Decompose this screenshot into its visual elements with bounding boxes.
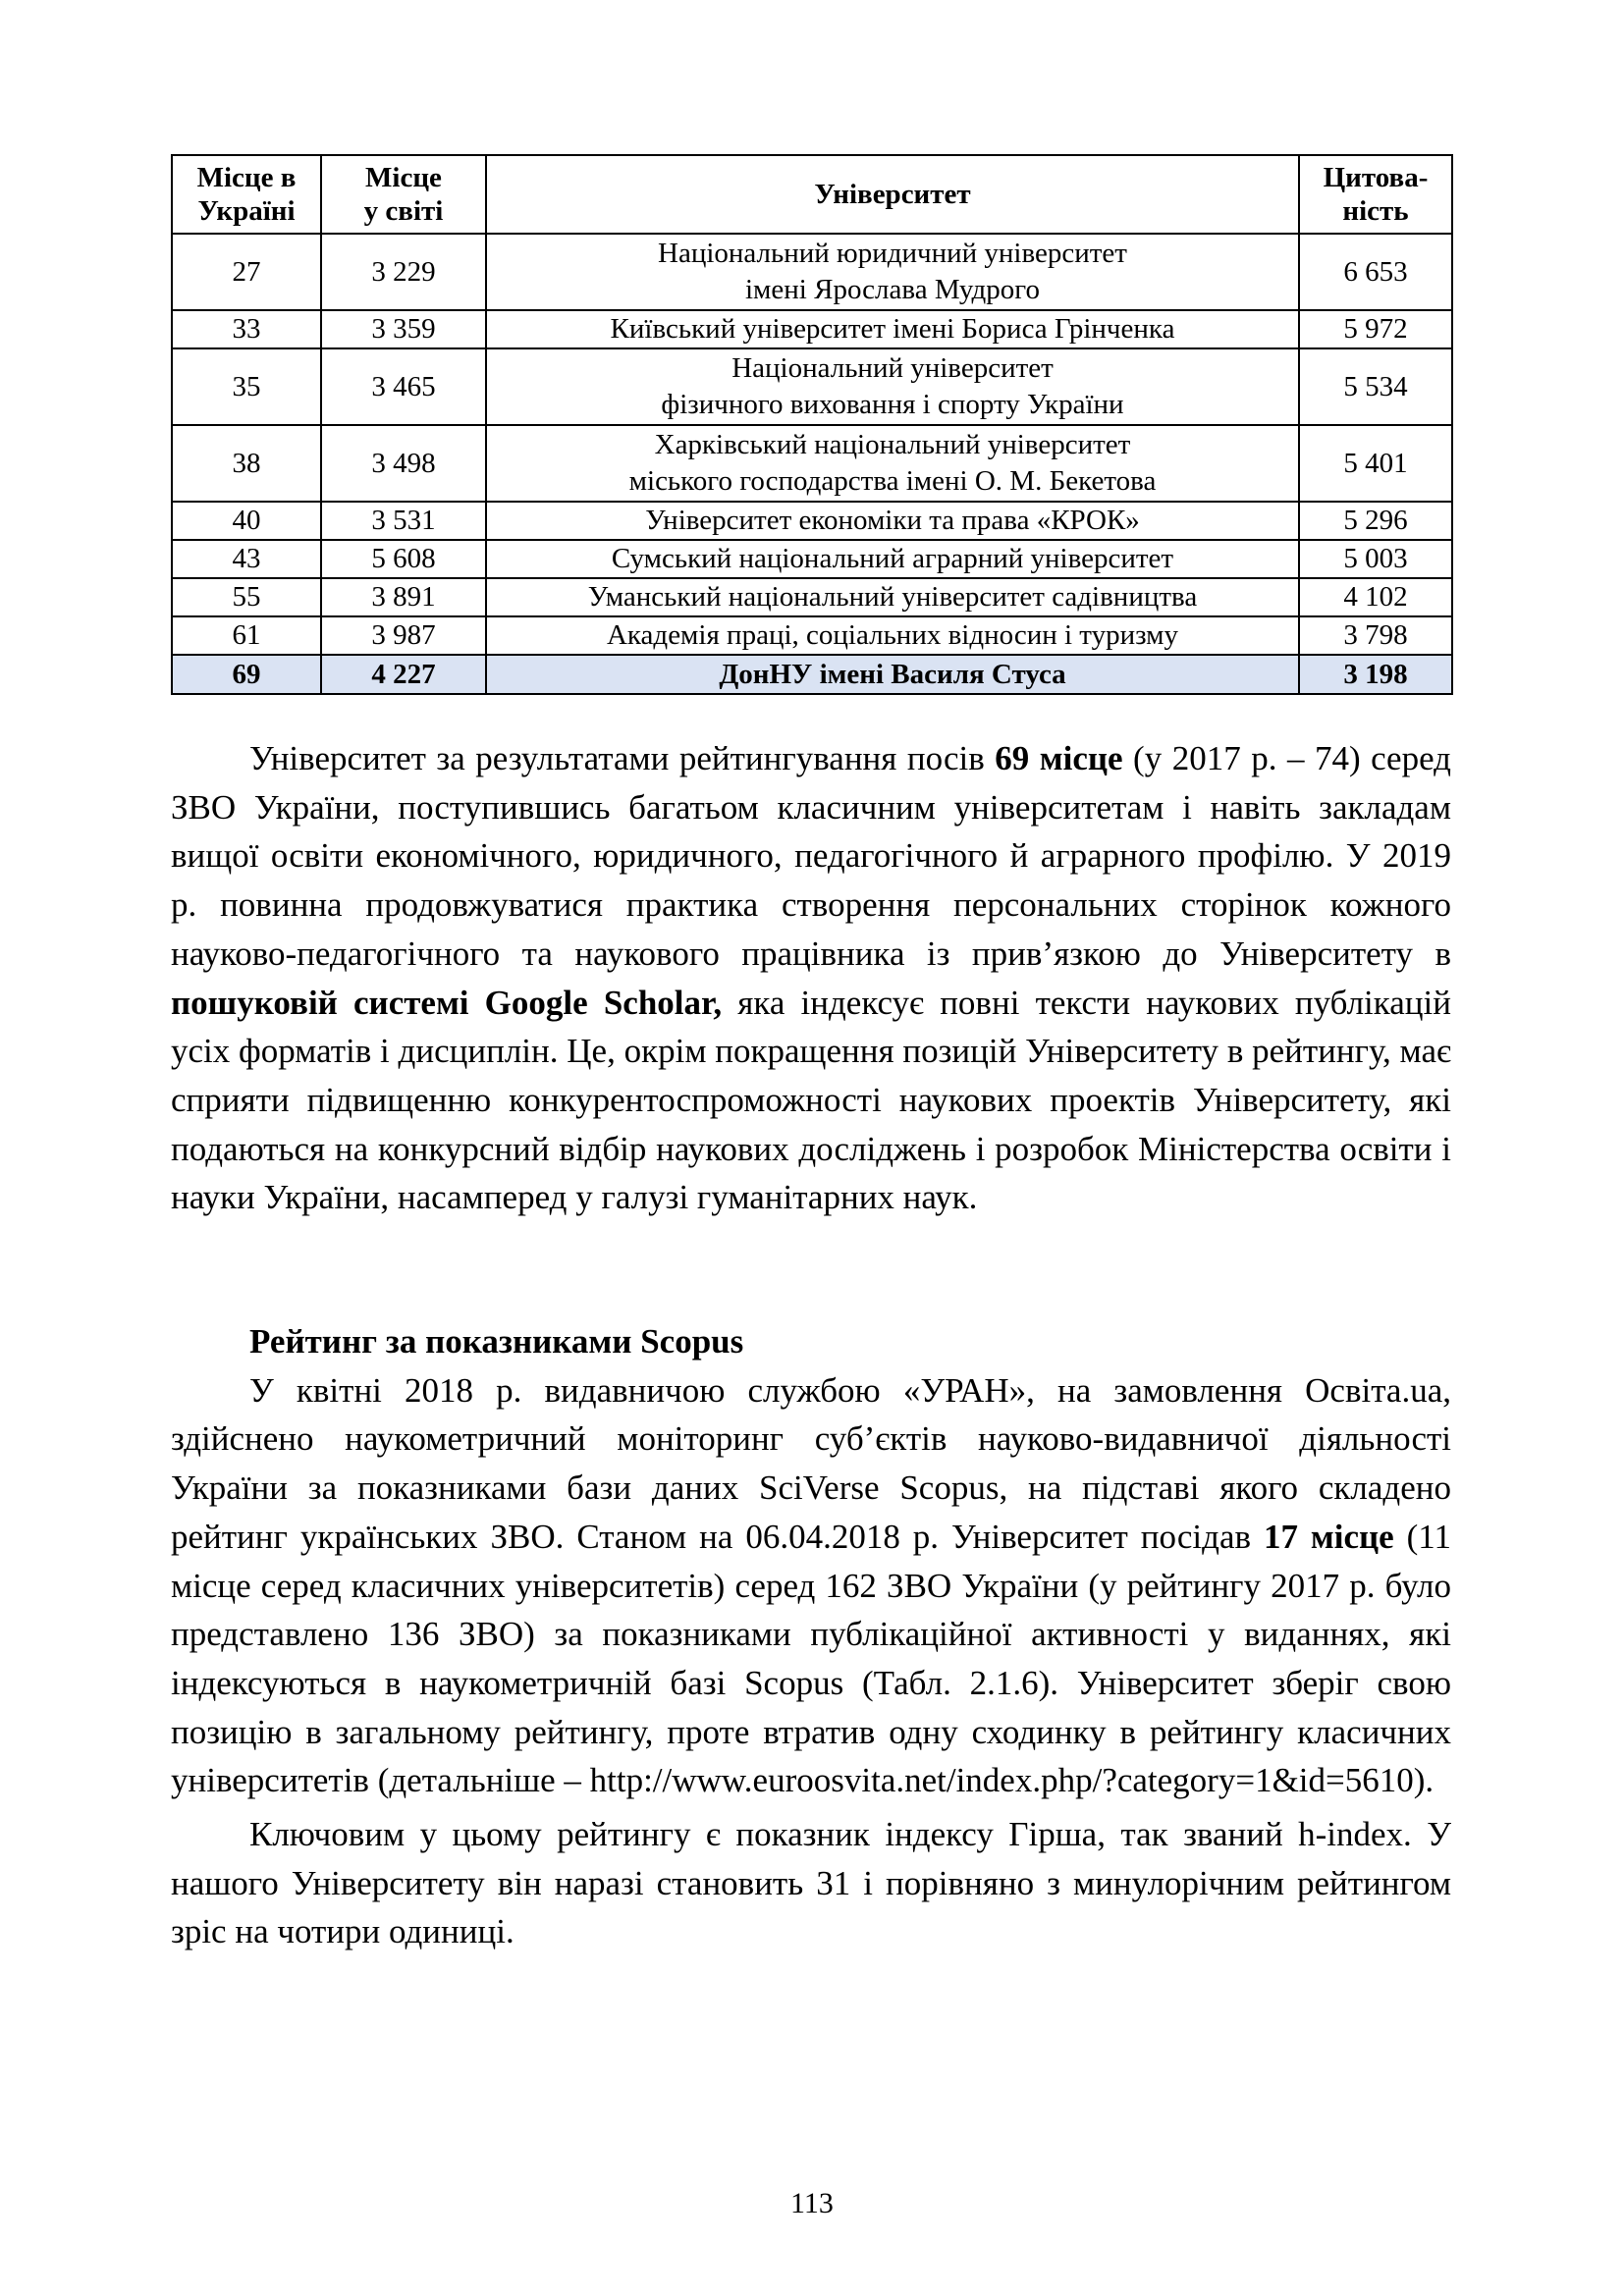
body-text-block	[171, 1810, 1451, 1956]
university-name-line: імені Ярослава Мудрого	[745, 274, 1040, 305]
university-name-cell	[486, 425, 1299, 502]
header-line: Україні	[197, 195, 296, 227]
citations-cell: 4 102	[1299, 578, 1452, 616]
citations-cell: 3 198	[1299, 655, 1452, 694]
place-world-cell: 3 987	[321, 616, 486, 655]
header-line: Цитова-	[1323, 162, 1429, 193]
citations-cell: 3 798	[1299, 616, 1452, 655]
text-run: (у 2017 р. – 74) серед ЗВО України, поступившись багатьом класичним університетам і навіть закладам вищої освіти економічного, юридичного, педагогічного й аграрного профілю. У 2019 р. повинна продовжуватися практика створення персональних сторінок кожного науково-педагогічного та наукового працівника із прив’язкою до Університету в	[171, 739, 1451, 973]
place-ukraine-cell: 43	[172, 540, 321, 578]
header-line: у світі	[363, 195, 444, 227]
university-name-cell	[486, 234, 1299, 310]
section-heading: Рейтинг за показниками Scopus	[249, 1322, 744, 1361]
university-name-cell	[486, 578, 1299, 616]
place-world-cell: 3 229	[321, 234, 486, 310]
place-ukraine-cell: 55	[172, 578, 321, 616]
table-header-row	[172, 155, 1452, 234]
university-name-line: Уманський національний університет садівництва	[587, 581, 1198, 613]
university-name-line: фізичного виховання і спорту України	[661, 389, 1124, 420]
university-name-line: Національний юридичний університет	[658, 238, 1127, 269]
table-row	[172, 502, 1452, 540]
university-name-cell	[486, 310, 1299, 348]
place-world-cell: 3 465	[321, 348, 486, 425]
bold-run: пошуковій системі Google Scholar,	[171, 983, 723, 1022]
bold-run: 69 місце	[995, 739, 1123, 777]
place-ukraine-cell: 40	[172, 502, 321, 540]
text-run: Університет за результатами рейтингування посів	[249, 739, 996, 777]
header-line: Місце в	[196, 162, 297, 193]
university-name-cell	[486, 655, 1299, 694]
table-row	[172, 310, 1452, 348]
table-row	[172, 616, 1452, 655]
university-name-line: Академія праці, соціальних відносин і туризму	[606, 619, 1179, 651]
place-world-cell: 3 498	[321, 425, 486, 502]
text-run: У квітні 2018 р. видавничою службою «УРАН», на замовлення Освіта.ua, здійснено наукометричний моніторинг суб’єктів науково-видавничої діяльності України за показниками бази даних SciVerse Scopus, на підставі якого складено рейтинг українських ЗВО. Станом на 06.04.2018 р. Університет посідав	[171, 1370, 1451, 1556]
place-ukraine-cell: 27	[172, 234, 321, 310]
table-row	[172, 234, 1452, 310]
paragraph-ranking-summary	[171, 734, 1451, 1222]
paragraph-scopus-ranking	[171, 1366, 1451, 1805]
place-world-cell: 5 608	[321, 540, 486, 578]
citations-cell: 5 003	[1299, 540, 1452, 578]
university-name-line: Національний університет	[731, 352, 1054, 384]
bold-run: 17 місце	[1263, 1517, 1394, 1556]
university-name-cell	[486, 348, 1299, 425]
text-run: (11 місце серед класичних університетів) серед 162 ЗВО України (у рейтингу 2017 р. було представлено 136 ЗВО) за показниками публікаційної активності у виданнях, які індексуються в наукометричній базі Scopus (Табл. 2.1.6). Університет зберіг свою позицію в загальному рейтингу, проте втратив одну сходинку в рейтингу класичних університетів (детальніше – http://www.euroosvita.net/index.php/?category=1&id=5610).	[171, 1517, 1451, 1800]
page-number: 113	[790, 2187, 834, 2219]
citations-cell: 5 401	[1299, 425, 1452, 502]
university-name-line: ДонНУ імені Василя Стуса	[719, 658, 1066, 690]
table-row	[172, 655, 1452, 694]
citations-cell: 5 972	[1299, 310, 1452, 348]
university-name-line: міського господарства імені О. М. Бекетова	[628, 465, 1157, 497]
text-run: яка індексує повні тексти наукових публікацій усіх форматів і дисциплін. Це, окрім покращення позицій Університету в рейтингу, має сприяти підвищенню конкурентоспроможності наукових проектів Університету, які подаються на конкурсний відбір наукових досліджень і розробок Міністерства освіти і науки України, насамперед у галузі гуманітарних наук.	[171, 983, 1451, 1217]
university-name-line: Сумський національний аграрний університет	[611, 543, 1174, 574]
citations-cell: 6 653	[1299, 234, 1452, 310]
place-ukraine-cell: 69	[172, 655, 321, 694]
university-name-cell	[486, 540, 1299, 578]
table-row	[172, 348, 1452, 425]
place-ukraine-cell: 61	[172, 616, 321, 655]
paragraph-h-index: Ключовим у цьому рейтингу є показник індексу Гірша, так званий h-index. У нашого Університету він наразі становить 31 і порівняно з минулорічним рейтингом зріс на чотири одиниці.	[171, 1815, 1451, 1951]
university-name-line: Харківський національний університет	[654, 429, 1131, 460]
university-name-line: Київський університет імені Бориса Грінченка	[610, 313, 1175, 345]
place-ukraine-cell: 35	[172, 348, 321, 425]
place-ukraine-cell: 33	[172, 310, 321, 348]
university-name-cell	[486, 616, 1299, 655]
university-name-cell	[486, 502, 1299, 540]
header-line: Університет	[814, 179, 971, 210]
table-body	[172, 234, 1452, 694]
place-world-cell: 3 359	[321, 310, 486, 348]
university-ranking-table	[171, 154, 1453, 695]
university-name-line: Університет економіки та права «КРОК»	[645, 505, 1140, 536]
citations-cell: 5 296	[1299, 502, 1452, 540]
table-row	[172, 425, 1452, 502]
place-world-cell: 3 531	[321, 502, 486, 540]
body-text-block	[171, 734, 1451, 1222]
citations-cell: 5 534	[1299, 348, 1452, 425]
header-line: ність	[1342, 195, 1409, 227]
header-place-world	[321, 155, 486, 234]
table-row	[172, 540, 1452, 578]
section-scopus	[171, 1317, 1451, 1805]
table-row	[172, 578, 1452, 616]
place-world-cell: 3 891	[321, 578, 486, 616]
header-line: Місце	[365, 162, 442, 193]
header-place-ukraine	[172, 155, 321, 234]
place-ukraine-cell: 38	[172, 425, 321, 502]
place-world-cell: 4 227	[321, 655, 486, 694]
header-university	[486, 155, 1299, 234]
header-citations	[1299, 155, 1452, 234]
